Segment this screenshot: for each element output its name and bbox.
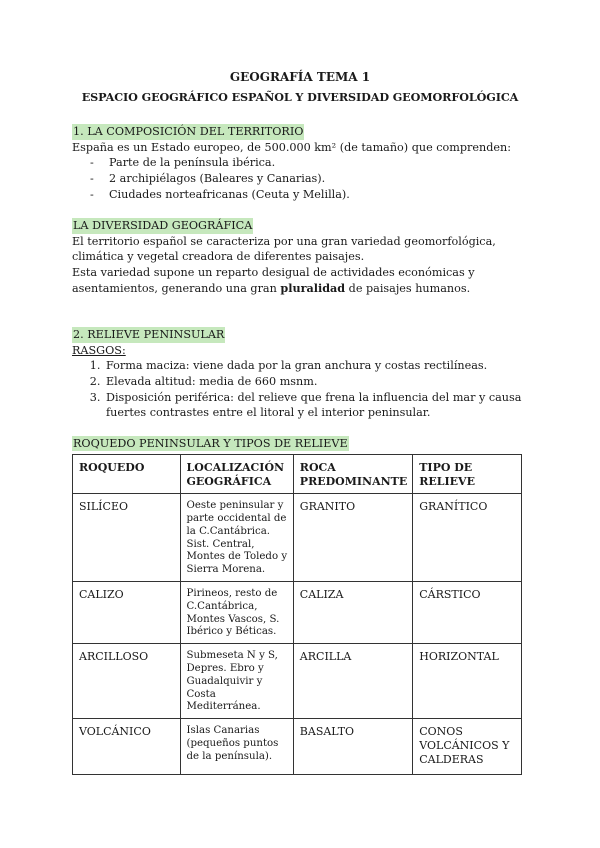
rasgos-list — [72, 358, 528, 420]
table-cell: VOLCÁNICO — [73, 719, 181, 775]
list-item: 1. Forma maciza: viene dada por la gran anchura y costas rectilíneas. — [104, 358, 528, 374]
table-row — [73, 719, 522, 775]
table-cell: CALIZO — [73, 582, 181, 644]
document-title: GEOGRAFÍA TEMA 1 — [229, 70, 371, 84]
document-page — [72, 70, 528, 775]
rasgos-label: RASGOS: — [72, 343, 126, 357]
diversity-text-b: de paisajes humanos. — [345, 281, 471, 295]
table-row — [73, 582, 522, 644]
roquedo-table — [72, 454, 522, 775]
list-item: - Parte de la península ibérica. — [90, 155, 528, 171]
table-cell: Submeseta N y S, Depres. Ebro y Guadalquivir y Costa Mediterránea. — [180, 644, 293, 719]
document-subtitle: ESPACIO GEOGRÁFICO ESPAÑOL Y DIVERSIDAD GEOMORFOLÓGICA — [81, 89, 519, 104]
table-cell: GRANITO — [293, 494, 412, 582]
table-header-row — [73, 455, 522, 494]
table-cell: Oeste peninsular y parte occidental de la C.Cantábrica. Sist. Central, Montes de Toledo y Sierra Morena. — [180, 494, 293, 582]
table-cell: ARCILLOSO — [73, 644, 181, 719]
table-cell: CALIZA — [293, 582, 412, 644]
list-item: - Ciudades norteafricanas (Ceuta y Melilla). — [90, 187, 528, 203]
table-cell: BASALTO — [293, 719, 412, 775]
table-cell: Pirineos, resto de C.Cantábrica, Montes Vascos, S. Ibérico y Béticas. — [180, 582, 293, 644]
table-header-cell: ROCA PREDOMINANTE — [293, 455, 412, 494]
diversity-paragraph-1: El territorio español se caracteriza por una gran variedad geomorfológica, climática y vegetal creadora de diferentes paisajes. — [72, 234, 496, 264]
roquedo-heading: ROQUEDO PENINSULAR Y TIPOS DE RELIEVE — [73, 436, 348, 450]
table-cell: CONOS VOLCÁNICOS Y CALDERAS — [413, 719, 522, 775]
diversity-bold-word: pluralidad — [280, 280, 346, 295]
table-header-cell: ROQUEDO — [73, 455, 181, 494]
table-cell: GRANÍTICO — [413, 494, 522, 582]
diversity-paragraph-2 — [72, 265, 528, 296]
diversity-heading: LA DIVERSIDAD GEOGRÁFICA — [73, 219, 253, 233]
section1-intro: España es un Estado europeo, de 500.000 km² (de tamaño) que comprenden: — [72, 140, 511, 154]
section2-heading: 2. RELIEVE PENINSULAR — [73, 328, 225, 342]
list-item: 2. Elevada altitud: media de 660 msnm. — [104, 374, 528, 390]
table-row — [73, 644, 522, 719]
table-cell: CÁRSTICO — [413, 582, 522, 644]
list-item: - 2 archipiélagos (Baleares y Canarias). — [90, 171, 528, 187]
section1-heading: 1. LA COMPOSICIÓN DEL TERRITORIO — [73, 125, 304, 139]
diversity-text-a: Esta variedad supone un reparto desigual de actividades económicas y asentamientos, generando una gran — [72, 265, 475, 295]
table-cell: ARCILLA — [293, 644, 412, 719]
table-cell: HORIZONTAL — [413, 644, 522, 719]
list-item: 3. Disposición periférica: del relieve que frena la influencia del mar y causa fuertes contrastes entre el litoral y el interior peninsular. — [104, 390, 528, 421]
table-header-cell: LOCALIZACIÓN GEOGRÁFICA — [180, 455, 293, 494]
section1-list — [72, 155, 528, 202]
table-row — [73, 494, 522, 582]
table-header-cell: TIPO DE RELIEVE — [413, 455, 522, 494]
table-cell: SILÍCEO — [73, 494, 181, 582]
table-cell: Islas Canarias (pequeños puntos de la península). — [180, 719, 293, 775]
